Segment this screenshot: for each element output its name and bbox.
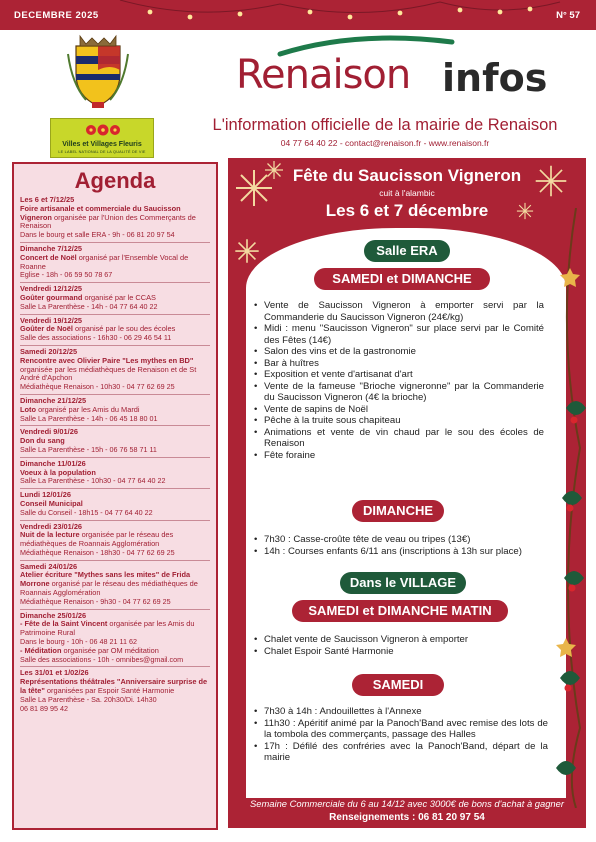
- agenda-event-detail: organisé par les Amis du Mardi: [36, 404, 140, 414]
- agenda-event-place: Médiathèque Renaison - 10h30 - 04 77 62 69 25: [20, 382, 175, 392]
- agenda-event: [20, 667, 210, 715]
- contact-line: 04 77 64 40 22 - contact@renaison.fr - www.renaison.fr: [280, 138, 490, 148]
- activity-item: • 11h30 : Apéritif animé par la Panoch'Band avec remise des lots de la tombola des commerçants, passage des Halles: [252, 718, 548, 741]
- agenda-event-detail: organisé par le CCAS: [82, 292, 156, 302]
- agenda-event-date: Dimanche 25/01/26: [20, 610, 87, 620]
- renaison-infos-logo: [196, 34, 576, 116]
- poster-title: Fête du Saucisson Vigneron: [292, 166, 522, 185]
- agenda-event: [20, 315, 210, 346]
- agenda-panel: [12, 162, 218, 830]
- agenda-event-place: 06 81 89 95 42: [20, 703, 68, 713]
- agenda-event: [20, 395, 210, 426]
- agenda-event-place: Salle La Parenthèse - 14h - 06 45 18 80 01: [20, 413, 158, 423]
- agenda-title: Agenda: [74, 168, 156, 193]
- activity-item: • Vente de Saucisson Vigneron à emporter servi par la Commanderie du Saucisson Vigneron (24€/kg): [252, 300, 544, 323]
- semaine-commerciale-note: Semaine Commerciale du 6 au 14/12 avec 3000€ de bons d'achat à gagner: [250, 798, 564, 809]
- holly-garland-decoration: [546, 208, 586, 808]
- agenda-event: [20, 283, 210, 314]
- samedi-dimanche-heading: SAMEDI et DIMANCHE: [314, 268, 490, 290]
- activity-item: • Salon des vins et de la gastronomie: [252, 346, 544, 358]
- agenda-event-name: Foire artisanale et commerciale du Saucisson Vigneron: [20, 203, 181, 222]
- agenda-event-detail: organisée par les Amis du Patrimoine Rural: [20, 619, 195, 638]
- agenda-event-detail: organisé par le sou des écoles: [72, 324, 176, 334]
- agenda-event-name: Conseil Municipal: [20, 498, 83, 508]
- agenda-event-detail: organisé par le réseau des médiathèques de Roannais Agglomération: [20, 579, 198, 598]
- badge-sublabel: LE LABEL NATIONAL DE LA QUALITÉ DE VIE: [58, 150, 146, 154]
- agenda-event-name: - Fête de la Saint Vincent: [20, 619, 108, 629]
- samedi-dimanche-matin-heading: SAMEDI et DIMANCHE MATIN: [292, 600, 508, 622]
- agenda-event-title: [20, 205, 210, 231]
- poster-subtitle: cuit à l'alambic: [379, 188, 435, 198]
- agenda-event-name: Représentations théâtrales "Anniversaire surprise de la tête": [20, 677, 208, 696]
- agenda-event-place: Salle La Parenthèse - 14h - 04 77 64 40 22: [20, 301, 158, 311]
- agenda-event: [20, 489, 210, 520]
- activity-item: • Bar à huîtres: [252, 358, 544, 370]
- agenda-event-place: Médiathèque Renaison - 9h30 - 04 77 62 69 25: [20, 596, 171, 606]
- agenda-event-date: Vendredi 12/12/25: [20, 284, 83, 294]
- activity-item: • 14h : Courses enfants 6/11 ans (inscriptions à 13h sur place): [252, 546, 564, 558]
- agenda-event-date: Samedi 20/12/25: [20, 346, 78, 356]
- agenda-event-name: Atelier écriture "Mythes sans les mites" de Frida Morrone: [20, 570, 191, 589]
- agenda-event-name: - Méditation: [20, 645, 62, 655]
- agenda-event-place: Dans le bourg et salle ERA - 9h - 06 81 20 97 54: [20, 230, 175, 240]
- agenda-event-place: Eglise - 18h - 06 59 50 78 67: [20, 270, 113, 280]
- dimanche-activities-list: [252, 534, 564, 557]
- agenda-event-title: [20, 571, 210, 597]
- town-crest-icon: [66, 34, 130, 110]
- agenda-event-place: Salle des associations - 10h - omnibes@gmail.com: [20, 654, 184, 664]
- renseignements-line: Renseignements : 06 81 20 97 54: [329, 812, 485, 823]
- activity-item: • 7h30 : Casse-croûte tête de veau ou tripes (13€): [252, 534, 564, 546]
- agenda-event: [20, 346, 210, 395]
- agenda-event-place: Salle La Parenthèse - 10h30 - 04 77 64 40 22: [20, 476, 166, 486]
- agenda-event: [20, 194, 210, 243]
- agenda-event-name: Concert de Noël: [20, 252, 77, 262]
- activity-item: • Fête foraine: [252, 450, 544, 462]
- agenda-event-date: Les 6 et 7/12/25: [20, 195, 75, 204]
- tagline: L'information officielle de la mairie de Renaison: [212, 116, 558, 134]
- logo-infos: infos: [442, 56, 548, 100]
- villes-villages-fleuris-badge: [50, 118, 154, 158]
- agenda-event-place: Médiathèque Renaison - 18h30 - 04 77 62 69 25: [20, 547, 175, 557]
- agenda-event-name: Goûter gourmand: [20, 292, 83, 302]
- agenda-list: [14, 194, 216, 715]
- agenda-event: [20, 458, 210, 489]
- agenda-event-date: Les 31/01 et 1/02/26: [20, 668, 89, 678]
- logo-renaison: Renaison: [236, 52, 411, 98]
- era-activities-list: [252, 300, 544, 461]
- fete-saucisson-poster: [228, 158, 586, 828]
- agenda-event-detail: organisée par les médiathèques de Renaison et de St André d'Apchon: [20, 364, 197, 383]
- agenda-event-name: Goûter de Noël: [20, 324, 73, 334]
- agenda-event-place: Salle La Parenthèse - Sa. 20h30/Di. 14h30: [20, 694, 157, 704]
- poster-dates: Les 6 et 7 décembre: [325, 201, 489, 220]
- agenda-event-detail: organisées par Espoir Santé Harmonie: [44, 686, 175, 696]
- snowflake-icon: [234, 238, 260, 264]
- activity-item: • Animations et vente de vin chaud par le sou des écoles de Renaison: [252, 427, 544, 450]
- agenda-event-place: Salle du Conseil - 18h15 - 04 77 64 40 22: [20, 507, 153, 517]
- dans-le-village-heading: Dans le VILLAGE: [340, 572, 466, 594]
- issue-number: N° 57: [556, 10, 580, 21]
- activity-item: • 17h : Défilé des confréries avec la Panoch'Band, départ de la mairie: [252, 741, 548, 764]
- agenda-event-title: [20, 254, 210, 272]
- badge-label: Villes et Villages Fleuris: [62, 141, 142, 148]
- agenda-event-place: Salle La Parenthèse - 15h - 06 76 58 71 11: [20, 444, 157, 454]
- agenda-event-date: Vendredi 9/01/26: [20, 427, 78, 437]
- agenda-event: [20, 243, 210, 283]
- agenda-event-date: Vendredi 19/12/25: [20, 315, 83, 325]
- activity-item: • Vente de la fameuse "Brioche vigneronne" par la Commanderie du Saucisson Vigneron (4€ la brioche): [252, 381, 544, 404]
- top-banner: [0, 0, 596, 30]
- dimanche-heading: DIMANCHE: [352, 500, 444, 522]
- salle-era-heading: Salle ERA: [364, 240, 450, 262]
- samedi-activities-list: [252, 706, 548, 764]
- agenda-event: [20, 426, 210, 457]
- agenda-event: [20, 561, 210, 610]
- agenda-event-title: [20, 678, 210, 696]
- agenda-event-name: Voeux à la population: [20, 467, 96, 477]
- agenda-event-name: Nuit de la lecture: [20, 530, 80, 540]
- agenda-event-date: Vendredi 23/01/26: [20, 521, 83, 531]
- agenda-event-date: Lundi 12/01/26: [20, 490, 71, 500]
- agenda-event-name: Rencontre avec Olivier Paire "Les mythes en BD": [20, 355, 194, 365]
- agenda-event-date: Samedi 24/01/26: [20, 561, 78, 571]
- agenda-event-title: [20, 531, 210, 549]
- agenda-event: [20, 610, 210, 668]
- agenda-event-date: Dimanche 7/12/25: [20, 243, 83, 253]
- agenda-event-name: Don du sang: [20, 436, 65, 446]
- flowers-icon: [77, 122, 129, 138]
- agenda-event-detail: organisée par le réseau des médiathèques de Roannais Agglomération: [20, 530, 174, 549]
- agenda-event-title: [20, 357, 210, 383]
- village-activities-list: [252, 634, 544, 657]
- issue-date: DECEMBRE 2025: [14, 10, 99, 21]
- agenda-event: [20, 521, 210, 561]
- agenda-event-detail: organisé par l'Ensemble Vocal de Roanne: [20, 252, 189, 271]
- activity-item: • Pêche à la truite sous chapiteau: [252, 415, 544, 427]
- activity-item: • Chalet vente de Saucisson Vigneron à emporter: [252, 634, 544, 646]
- agenda-event-place: Salle des associations - 16h30 - 06 29 46 54 11: [20, 333, 172, 343]
- agenda-event-place: Dans le bourg - 10h - 06 48 21 11 62: [20, 637, 137, 647]
- activity-item: • 7h30 à 14h : Andouillettes à l'Annexe: [252, 706, 548, 718]
- agenda-event-title: [20, 620, 210, 638]
- activity-item: • Chalet Espoir Santé Harmonie: [252, 646, 544, 658]
- agenda-event-name: Loto: [20, 404, 37, 414]
- agenda-event-detail: organisée par l'Union des Commerçants de Renaison: [20, 212, 196, 231]
- agenda-event-date: Dimanche 21/12/25: [20, 395, 87, 405]
- activity-item: • Midi : menu "Saucisson Vigneron" sur place servi par le Comité des Fêtes (14€): [252, 323, 544, 346]
- samedi-heading: SAMEDI: [352, 674, 444, 696]
- agenda-event-date: Dimanche 11/01/26: [20, 458, 86, 468]
- agenda-event-detail: organisée par OM méditation: [61, 645, 159, 655]
- activity-item: • Exposition et vente d'artisanat d'art: [252, 369, 544, 381]
- activity-item: • Vente de sapins de Noël: [252, 404, 544, 416]
